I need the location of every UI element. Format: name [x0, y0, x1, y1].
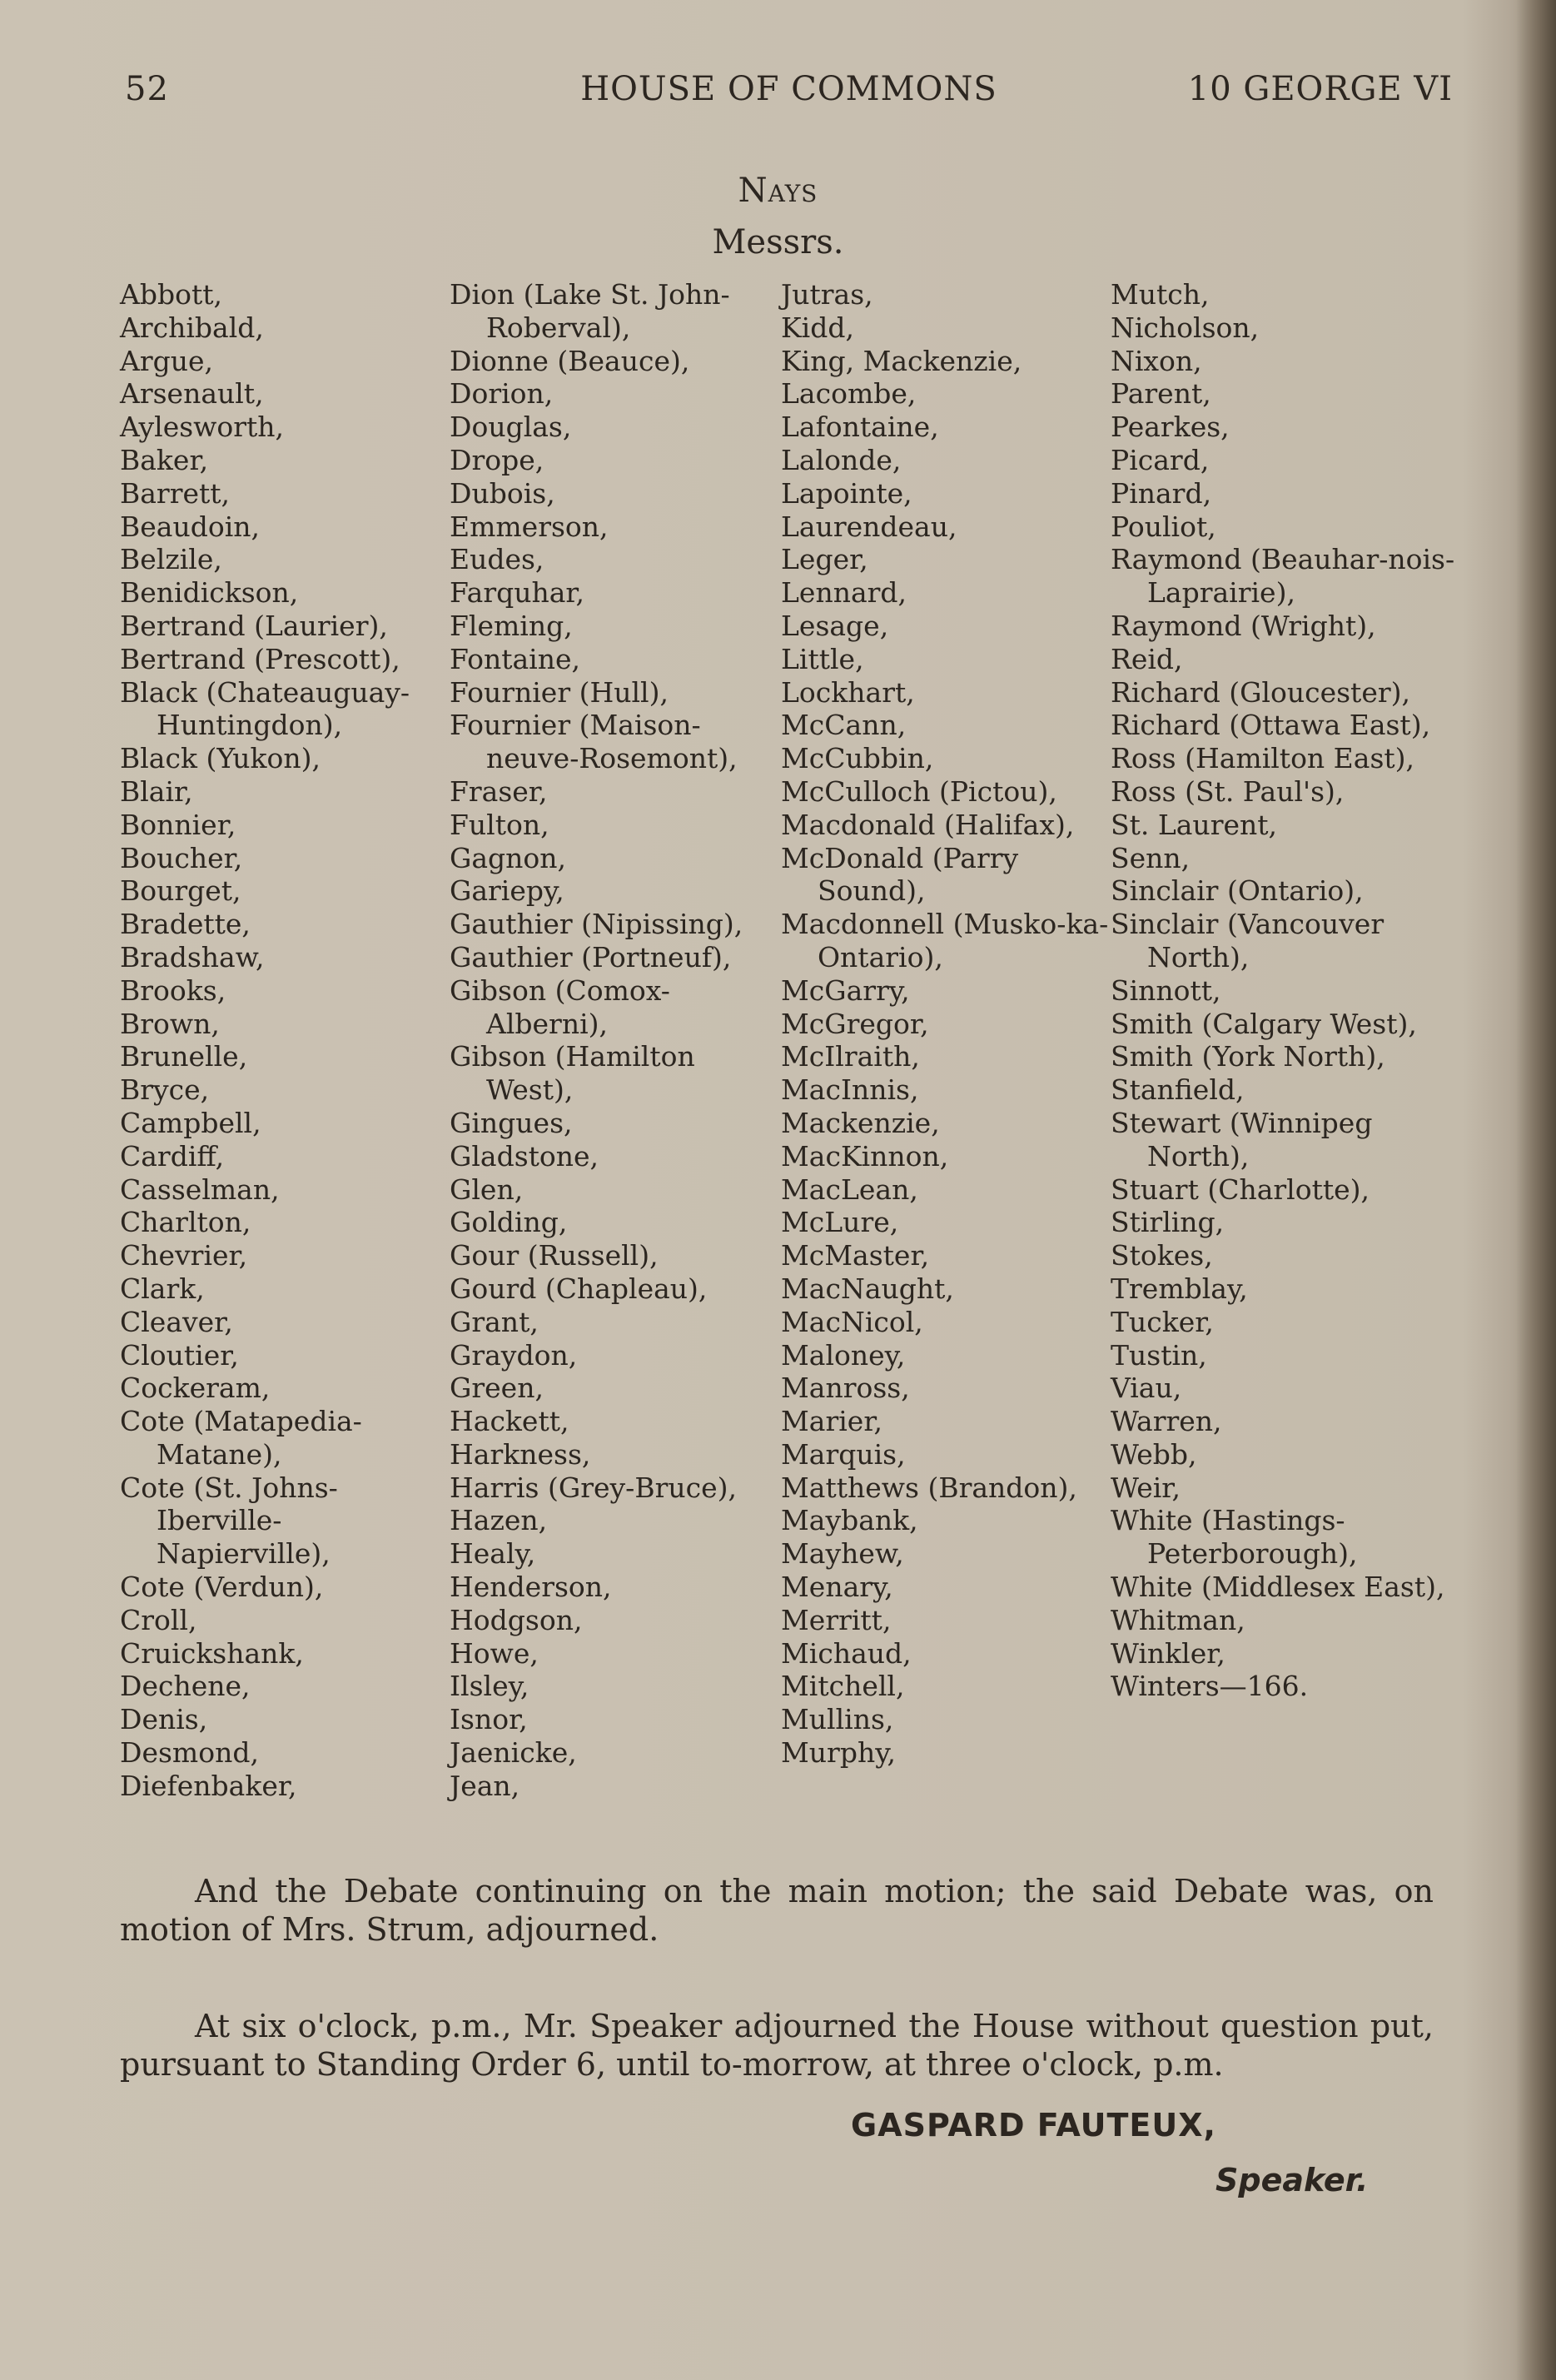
- member-name: Lacombe,: [781, 377, 917, 411]
- member-name: Lafontaine,: [781, 411, 939, 444]
- member-name: Bradshaw,: [120, 940, 265, 973]
- member-name: Raymond (Wright),: [1111, 609, 1376, 642]
- member-name: Maloney,: [781, 1338, 906, 1372]
- member-name: Reid,: [1111, 642, 1183, 675]
- member-name: Gingues,: [450, 1106, 573, 1139]
- page-binding-shadow: [1516, 0, 1556, 2380]
- member-name: Pearkes,: [1111, 411, 1230, 444]
- member-name: Brooks,: [120, 973, 226, 1007]
- member-name: Dorion,: [450, 377, 554, 411]
- member-name: Casselman,: [120, 1173, 280, 1206]
- nays-heading: [0, 172, 1556, 210]
- member-name: Jean,: [450, 1769, 520, 1802]
- member-name: Little,: [781, 642, 864, 675]
- member-name: Mackenzie,: [781, 1106, 940, 1139]
- member-name: Gagnon,: [450, 841, 567, 874]
- names-column-3: [781, 278, 1114, 1770]
- header-reign: 10 GEORGE VI: [1187, 70, 1453, 108]
- member-name: Merritt,: [781, 1603, 892, 1636]
- member-name: Brown,: [120, 1007, 220, 1040]
- member-name: Stuart (Charlotte),: [1111, 1173, 1370, 1206]
- member-name: Marier,: [781, 1405, 882, 1438]
- member-name: Ross (Hamilton East),: [1111, 742, 1414, 775]
- member-name: Manross,: [781, 1372, 910, 1405]
- member-name: Gour (Russell),: [450, 1239, 659, 1272]
- member-name: Tucker,: [1111, 1305, 1214, 1338]
- member-name: Chevrier,: [120, 1239, 248, 1272]
- member-name: Weir,: [1111, 1471, 1181, 1504]
- member-name: Winkler,: [1111, 1636, 1225, 1670]
- member-name: Denis,: [120, 1703, 208, 1736]
- member-name: Charlton,: [120, 1206, 251, 1239]
- member-name: Laurendeau,: [781, 510, 957, 543]
- member-name: Mitchell,: [781, 1670, 905, 1703]
- member-name: Lapointe,: [781, 476, 912, 510]
- member-name: MacInnis,: [781, 1073, 919, 1107]
- member-name: Henderson,: [450, 1571, 612, 1604]
- member-name: Boucher,: [120, 841, 243, 874]
- member-name: Cockeram,: [120, 1372, 271, 1405]
- member-name: Ross (St. Paul's),: [1111, 774, 1345, 808]
- member-name: Jaenicke,: [450, 1736, 577, 1770]
- member-name: Gauthier (Nipissing),: [450, 908, 743, 941]
- member-name: McCubbin,: [781, 742, 934, 775]
- member-name: Cruickshank,: [120, 1636, 304, 1670]
- adjournment-paragraph: At six o'clock, p.m., Mr. Speaker adjourned the House without question put, pursuant to Standing Order 6, until to-morrow, at three o'clock, p.m.: [120, 2008, 1434, 2083]
- member-name: MacLean,: [781, 1173, 918, 1206]
- member-name: Bourget,: [120, 874, 241, 908]
- member-name: Nixon,: [1111, 344, 1202, 377]
- member-name: Mutch,: [1111, 278, 1210, 311]
- member-name: McCulloch (Pictou),: [781, 774, 1057, 808]
- member-name: Lesage,: [781, 609, 889, 642]
- member-name: Campbell,: [120, 1106, 261, 1139]
- member-name: Michaud,: [781, 1636, 912, 1670]
- member-name: White (Middlesex East),: [1111, 1571, 1445, 1604]
- member-name: Lalonde,: [781, 443, 902, 476]
- member-name: Viau,: [1111, 1372, 1182, 1405]
- member-name: Arsenault,: [120, 377, 264, 411]
- member-name: Argue,: [120, 344, 214, 377]
- member-name: Clark,: [120, 1272, 205, 1305]
- member-name: Mayhew,: [781, 1537, 904, 1571]
- member-name: Drope,: [450, 443, 544, 476]
- member-name: Hodgson,: [450, 1603, 583, 1636]
- member-name: Tremblay,: [1111, 1272, 1248, 1305]
- member-name: Harris (Grey-Bruce),: [450, 1471, 737, 1504]
- member-name: Cote (St. Johns-Iberville-Napierville),: [120, 1471, 338, 1571]
- member-name: Hackett,: [450, 1405, 569, 1438]
- names-column-2: [450, 278, 783, 1803]
- member-name: Smith (York North),: [1111, 1040, 1385, 1073]
- member-name: Gladstone,: [450, 1139, 599, 1173]
- member-name: Smith (Calgary West),: [1111, 1007, 1417, 1040]
- member-name: Dubois,: [450, 476, 555, 510]
- member-name: Menary,: [781, 1571, 893, 1604]
- member-name: Diefenbaker,: [120, 1769, 297, 1802]
- member-name: Macdonnell (Musko-ka-Ontario),: [781, 908, 1109, 973]
- member-name: Cote (Verdun),: [120, 1571, 324, 1604]
- member-name: Richard (Ottawa East),: [1111, 709, 1431, 742]
- member-name: Mullins,: [781, 1703, 894, 1736]
- member-name: Cote (Matapedia-Matane),: [120, 1405, 362, 1471]
- member-name: McCann,: [781, 709, 907, 742]
- member-name: Benidickson,: [120, 576, 299, 610]
- member-name: Baker,: [120, 443, 209, 476]
- member-name: Sinnott,: [1111, 973, 1221, 1007]
- member-name: Maybank,: [781, 1504, 918, 1537]
- member-name: Raymond (Beauhar-nois-Laprairie),: [1111, 543, 1455, 610]
- member-name: Cardiff,: [120, 1139, 225, 1173]
- member-name: Dionne (Beauce),: [450, 344, 690, 377]
- member-name: Golding,: [450, 1206, 568, 1239]
- member-name: Brunelle,: [120, 1040, 248, 1073]
- member-name: Bryce,: [120, 1073, 210, 1107]
- member-name: MacKinnon,: [781, 1139, 949, 1173]
- member-name: Archibald,: [120, 311, 264, 344]
- member-name: Leger,: [781, 543, 868, 576]
- member-name: Black (Yukon),: [120, 742, 321, 775]
- member-name: Desmond,: [120, 1736, 259, 1770]
- member-name: Fleming,: [450, 609, 573, 642]
- member-name: Pouliot,: [1111, 510, 1216, 543]
- member-name: Picard,: [1111, 443, 1210, 476]
- member-name: Gourd (Chapleau),: [450, 1272, 708, 1305]
- member-name: Eudes,: [450, 543, 544, 576]
- member-name: McMaster,: [781, 1239, 930, 1272]
- member-name: Marquis,: [781, 1437, 906, 1471]
- member-name: Cloutier,: [120, 1338, 239, 1372]
- member-name: McLure,: [781, 1206, 899, 1239]
- member-name: Bertrand (Prescott),: [120, 642, 400, 675]
- member-name: King, Mackenzie,: [781, 344, 1022, 377]
- member-name: McGregor,: [781, 1007, 929, 1040]
- names-column-1: [120, 278, 449, 1803]
- member-name: Gibson (Comox-Alberni),: [450, 973, 670, 1040]
- member-name: Nicholson,: [1111, 311, 1260, 344]
- nays-heading-text: Nays: [738, 172, 818, 210]
- member-name: Ilsley,: [450, 1670, 529, 1703]
- member-name: Blair,: [120, 774, 193, 808]
- page-number: 52: [125, 70, 169, 108]
- running-header: [125, 70, 1453, 120]
- member-name: Tustin,: [1111, 1338, 1207, 1372]
- member-name: Bertrand (Laurier),: [120, 609, 388, 642]
- member-name: Howe,: [450, 1636, 539, 1670]
- member-name: Glen,: [450, 1173, 524, 1206]
- member-name: Warren,: [1111, 1405, 1222, 1438]
- member-name: McGarry,: [781, 973, 910, 1007]
- member-name: Stewart (Winnipeg North),: [1111, 1106, 1373, 1173]
- member-name: Douglas,: [450, 411, 572, 444]
- messrs-heading: Messrs.: [712, 223, 844, 261]
- member-name: Cleaver,: [120, 1305, 233, 1338]
- member-name: Bonnier,: [120, 808, 236, 841]
- member-name: Isnor,: [450, 1703, 528, 1736]
- member-name: Emmerson,: [450, 510, 609, 543]
- member-name: Stanfield,: [1111, 1073, 1245, 1107]
- member-name: Fontaine,: [450, 642, 580, 675]
- member-name: Dechene,: [120, 1670, 251, 1703]
- member-name: St. Laurent,: [1111, 808, 1277, 841]
- member-name: Lockhart,: [781, 675, 915, 709]
- member-name: Sinclair (Vancouver North),: [1111, 908, 1384, 973]
- speaker-title: Speaker.: [1215, 2162, 1369, 2198]
- member-name: Winters—166.: [1111, 1670, 1309, 1703]
- member-name: Gauthier (Portneuf),: [450, 940, 732, 973]
- member-name: McIlraith,: [781, 1040, 920, 1073]
- member-name: Matthews (Brandon),: [781, 1471, 1077, 1504]
- speaker-signature: GASPARD FAUTEUX,: [851, 2107, 1216, 2143]
- member-name: Jutras,: [781, 278, 873, 311]
- member-name: Senn,: [1111, 841, 1191, 874]
- member-name: Beaudoin,: [120, 510, 260, 543]
- member-name: McDonald (Parry Sound),: [781, 841, 1019, 908]
- member-name: Croll,: [120, 1603, 197, 1636]
- member-name: Fulton,: [450, 808, 549, 841]
- names-column-4: [1111, 278, 1469, 1703]
- member-name: Murphy,: [781, 1736, 896, 1770]
- member-name: Richard (Gloucester),: [1111, 675, 1410, 709]
- member-name: Black (Chateauguay-Huntingdon),: [120, 675, 410, 742]
- member-name: MacNicol,: [781, 1305, 923, 1338]
- member-name: White (Hastings-Peterborough),: [1111, 1504, 1358, 1571]
- member-name: Whitman,: [1111, 1603, 1245, 1636]
- member-name: MacNaught,: [781, 1272, 954, 1305]
- debate-paragraph: And the Debate continuing on the main motion; the said Debate was, on motion of Mrs. Strum, adjourned.: [120, 1873, 1434, 1948]
- member-name: Farquhar,: [450, 576, 585, 610]
- member-name: Bradette,: [120, 908, 251, 941]
- member-name: Hazen,: [450, 1504, 548, 1537]
- member-name: Stokes,: [1111, 1239, 1213, 1272]
- member-name: Sinclair (Ontario),: [1111, 874, 1364, 908]
- member-name: Fournier (Maison-neuve-Rosemont),: [450, 709, 738, 775]
- member-name: Webb,: [1111, 1437, 1197, 1471]
- member-name: Gibson (Hamilton West),: [450, 1040, 695, 1107]
- member-name: Kidd,: [781, 311, 854, 344]
- member-name: Parent,: [1111, 377, 1211, 411]
- header-title: HOUSE OF COMMONS: [580, 70, 997, 108]
- member-name: Graydon,: [450, 1338, 578, 1372]
- member-name: Green,: [450, 1372, 544, 1405]
- member-name: Abbott,: [120, 278, 222, 311]
- member-name: Belzile,: [120, 543, 222, 576]
- member-name: Aylesworth,: [120, 411, 285, 444]
- member-name: Barrett,: [120, 476, 231, 510]
- member-name: Pinard,: [1111, 476, 1212, 510]
- member-name: Harkness,: [450, 1437, 591, 1471]
- member-name: Gariepy,: [450, 874, 564, 908]
- member-name: Fournier (Hull),: [450, 675, 669, 709]
- member-name: Healy,: [450, 1537, 536, 1571]
- member-name: Dion (Lake St. John-Roberval),: [450, 278, 730, 344]
- member-name: Stirling,: [1111, 1206, 1225, 1239]
- member-name: Macdonald (Halifax),: [781, 808, 1075, 841]
- member-name: Grant,: [450, 1305, 539, 1338]
- member-name: Fraser,: [450, 774, 548, 808]
- member-name: Lennard,: [781, 576, 907, 610]
